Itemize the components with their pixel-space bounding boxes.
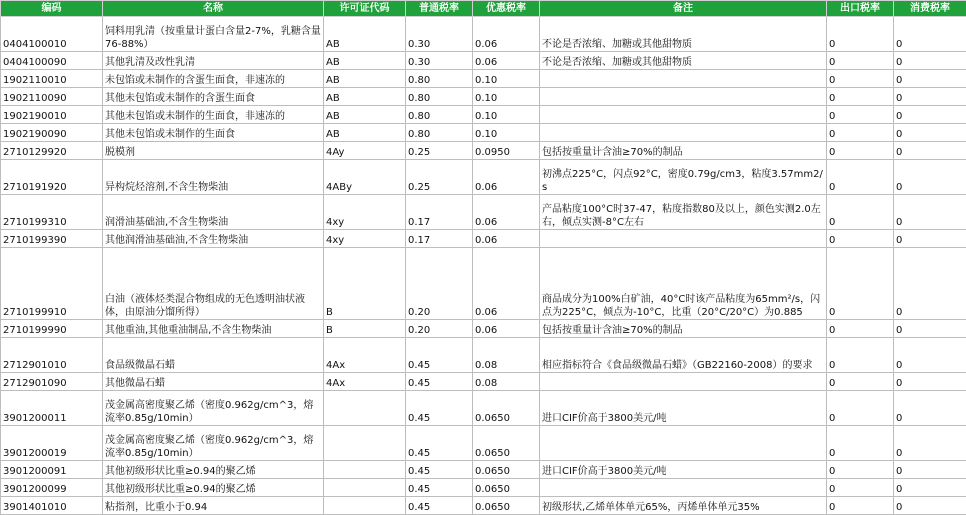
- cell-remark[interactable]: [540, 106, 827, 124]
- cell-normal-rate[interactable]: 0.30: [406, 52, 473, 70]
- cell-consumption-rate[interactable]: 0: [894, 479, 966, 497]
- table-row: [1, 248, 966, 320]
- cell-preferential-rate[interactable]: 0.08: [473, 373, 540, 391]
- cell-code[interactable]: 0404100090: [1, 52, 103, 70]
- cell-code[interactable]: 3901200091: [1, 461, 103, 479]
- cell-export-rate[interactable]: 0: [827, 142, 894, 160]
- cell-export-rate[interactable]: 0: [827, 479, 894, 497]
- cell-consumption-rate[interactable]: 0: [894, 426, 966, 461]
- column-header-code[interactable]: 编码: [1, 1, 103, 17]
- cell-normal-rate[interactable]: 0.80: [406, 70, 473, 88]
- cell-license[interactable]: [324, 391, 406, 426]
- cell-code[interactable]: 2710191920: [1, 160, 103, 195]
- cell-preferential-rate[interactable]: 0.10: [473, 106, 540, 124]
- cell-remark[interactable]: 商品成分为100%白矿油，40°C时该产品粘度为65mm²/s，闪点为225°C，倾点为-10°C，比重（20°C/20°C）为0.885: [540, 248, 827, 320]
- cell-normal-rate[interactable]: 0.20: [406, 320, 473, 338]
- cell-preferential-rate[interactable]: 0.06: [473, 230, 540, 248]
- cell-normal-rate[interactable]: 0.45: [406, 426, 473, 461]
- cell-code[interactable]: 3901200099: [1, 479, 103, 497]
- cell-preferential-rate[interactable]: 0.06: [473, 17, 540, 52]
- cell-name[interactable]: 其他润滑油基础油,不含生物柴油: [103, 230, 324, 248]
- cell-code[interactable]: 3901200011: [1, 391, 103, 426]
- cell-consumption-rate[interactable]: 0: [894, 124, 966, 142]
- cell-name[interactable]: 其他微晶石蜡: [103, 373, 324, 391]
- cell-code[interactable]: 0404100010: [1, 17, 103, 52]
- cell-code[interactable]: 2710199390: [1, 230, 103, 248]
- cell-remark[interactable]: 产品粘度100°C时37-47，粘度指数80及以上，颜色实测2.0左右，倾点实测-8°C左右: [540, 195, 827, 230]
- cell-name[interactable]: 其他初级形状比重≥0.94的聚乙烯: [103, 479, 324, 497]
- cell-license[interactable]: AB: [324, 124, 406, 142]
- cell-license[interactable]: 4xy: [324, 195, 406, 230]
- column-header-preferential-rate[interactable]: 优惠税率: [473, 1, 540, 17]
- cell-code[interactable]: 3901200019: [1, 426, 103, 461]
- cell-license[interactable]: 4xy: [324, 230, 406, 248]
- cell-export-rate[interactable]: 0: [827, 497, 894, 515]
- cell-consumption-rate[interactable]: 0: [894, 338, 966, 373]
- cell-name[interactable]: 润滑油基础油,不含生物柴油: [103, 195, 324, 230]
- cell-remark[interactable]: 进口CIF价高于3800美元/吨: [540, 391, 827, 426]
- cell-name[interactable]: 茂金属高密度聚乙烯（密度0.962g/cm^3，熔流率0.85g/10min）: [103, 426, 324, 461]
- cell-export-rate[interactable]: 0: [827, 160, 894, 195]
- cell-remark[interactable]: [540, 88, 827, 106]
- cell-license[interactable]: B: [324, 248, 406, 320]
- cell-preferential-rate[interactable]: 0.06: [473, 52, 540, 70]
- table-row: [1, 320, 966, 338]
- cell-code[interactable]: 2712901010: [1, 338, 103, 373]
- cell-code[interactable]: 2710129920: [1, 142, 103, 160]
- column-header-name[interactable]: 名称: [103, 1, 324, 17]
- cell-export-rate[interactable]: 0: [827, 426, 894, 461]
- cell-normal-rate[interactable]: 0.45: [406, 338, 473, 373]
- cell-remark[interactable]: 进口CIF价高于3800美元/吨: [540, 461, 827, 479]
- cell-name[interactable]: 未包馅或未制作的含蛋生面食，非速冻的: [103, 70, 324, 88]
- cell-export-rate[interactable]: 0: [827, 17, 894, 52]
- cell-normal-rate[interactable]: 0.80: [406, 106, 473, 124]
- cell-code[interactable]: 3901401010: [1, 497, 103, 515]
- cell-consumption-rate[interactable]: 0: [894, 373, 966, 391]
- cell-consumption-rate[interactable]: 0: [894, 497, 966, 515]
- table-row: [1, 70, 966, 88]
- table-row: [1, 195, 966, 230]
- cell-license[interactable]: B: [324, 320, 406, 338]
- cell-code[interactable]: 2710199310: [1, 195, 103, 230]
- table-row: [1, 391, 966, 426]
- cell-name[interactable]: 其他未包馅或未制作的生面食: [103, 124, 324, 142]
- cell-code[interactable]: 1902110090: [1, 88, 103, 106]
- cell-license[interactable]: 4ABy: [324, 160, 406, 195]
- cell-preferential-rate[interactable]: 0.0650: [473, 497, 540, 515]
- cell-remark[interactable]: [540, 426, 827, 461]
- cell-code[interactable]: 1902190090: [1, 124, 103, 142]
- cell-remark[interactable]: 包括按重量计含油≥70%的制品: [540, 142, 827, 160]
- table-row: [1, 124, 966, 142]
- cell-name[interactable]: 茂金属高密度聚乙烯（密度0.962g/cm^3，熔流率0.85g/10min）: [103, 391, 324, 426]
- cell-preferential-rate[interactable]: 0.06: [473, 248, 540, 320]
- cell-name[interactable]: 饲料用乳清（按重量计蛋白含量2-7%，乳糖含量76-88%）: [103, 17, 324, 52]
- cell-normal-rate[interactable]: 0.45: [406, 497, 473, 515]
- cell-normal-rate[interactable]: 0.30: [406, 17, 473, 52]
- cell-preferential-rate[interactable]: 0.06: [473, 160, 540, 195]
- table-row: [1, 160, 966, 195]
- cell-export-rate[interactable]: 0: [827, 52, 894, 70]
- cell-consumption-rate[interactable]: 0: [894, 88, 966, 106]
- table-row: [1, 142, 966, 160]
- cell-preferential-rate[interactable]: 0.0650: [473, 479, 540, 497]
- cell-export-rate[interactable]: 0: [827, 391, 894, 426]
- cell-export-rate[interactable]: 0: [827, 338, 894, 373]
- header-row: [1, 1, 966, 17]
- cell-remark[interactable]: [540, 373, 827, 391]
- cell-normal-rate[interactable]: 0.17: [406, 195, 473, 230]
- table-row: [1, 497, 966, 515]
- cell-license[interactable]: AB: [324, 106, 406, 124]
- cell-name[interactable]: 异构烷烃溶剂,不含生物柴油: [103, 160, 324, 195]
- cell-remark[interactable]: 相应指标符合《食品级微晶石蜡》（GB22160-2008）的要求: [540, 338, 827, 373]
- cell-export-rate[interactable]: 0: [827, 195, 894, 230]
- table-row: [1, 52, 966, 70]
- cell-name[interactable]: 其他未包馅或未制作的生面食，非速冻的: [103, 106, 324, 124]
- cell-name[interactable]: 食品级微晶石蜡: [103, 338, 324, 373]
- cell-remark[interactable]: [540, 230, 827, 248]
- cell-normal-rate[interactable]: 0.45: [406, 479, 473, 497]
- cell-license[interactable]: AB: [324, 17, 406, 52]
- cell-export-rate[interactable]: 0: [827, 88, 894, 106]
- cell-remark[interactable]: [540, 124, 827, 142]
- cell-consumption-rate[interactable]: 0: [894, 52, 966, 70]
- cell-normal-rate[interactable]: 0.80: [406, 88, 473, 106]
- cell-consumption-rate[interactable]: 0: [894, 391, 966, 426]
- cell-license[interactable]: [324, 461, 406, 479]
- table-row: [1, 17, 966, 52]
- cell-code[interactable]: 2712901090: [1, 373, 103, 391]
- cell-remark[interactable]: 不论是否浓缩、加糖或其他甜物质: [540, 17, 827, 52]
- cell-normal-rate[interactable]: 0.17: [406, 230, 473, 248]
- cell-consumption-rate[interactable]: 0: [894, 320, 966, 338]
- cell-name[interactable]: 其他重油,其他重油制品,不含生物柴油: [103, 320, 324, 338]
- cell-consumption-rate[interactable]: 0: [894, 248, 966, 320]
- cell-consumption-rate[interactable]: 0: [894, 142, 966, 160]
- cell-preferential-rate[interactable]: 0.06: [473, 320, 540, 338]
- cell-export-rate[interactable]: 0: [827, 248, 894, 320]
- column-header-export-rate[interactable]: 出口税率: [827, 1, 894, 17]
- cell-normal-rate[interactable]: 0.45: [406, 373, 473, 391]
- column-header-license[interactable]: 许可证代码: [324, 1, 406, 17]
- column-header-normal-rate[interactable]: 普通税率: [406, 1, 473, 17]
- cell-remark[interactable]: 初沸点225°C，闪点92°C，密度0.79g/cm3，粘度3.57mm2/s: [540, 160, 827, 195]
- cell-preferential-rate[interactable]: 0.06: [473, 195, 540, 230]
- cell-code[interactable]: 1902190010: [1, 106, 103, 124]
- cell-license[interactable]: AB: [324, 88, 406, 106]
- column-header-consumption-rate[interactable]: 消费税率: [894, 1, 966, 17]
- cell-license[interactable]: [324, 497, 406, 515]
- cell-license[interactable]: AB: [324, 70, 406, 88]
- cell-preferential-rate[interactable]: 0.0950: [473, 142, 540, 160]
- cell-consumption-rate[interactable]: 0: [894, 230, 966, 248]
- cell-preferential-rate[interactable]: 0.0650: [473, 461, 540, 479]
- table-row: [1, 461, 966, 479]
- cell-license[interactable]: [324, 479, 406, 497]
- cell-export-rate[interactable]: 0: [827, 320, 894, 338]
- cell-consumption-rate[interactable]: 0: [894, 461, 966, 479]
- cell-preferential-rate[interactable]: 0.08: [473, 338, 540, 373]
- cell-export-rate[interactable]: 0: [827, 106, 894, 124]
- cell-code[interactable]: 1902110010: [1, 70, 103, 88]
- table-row: [1, 426, 966, 461]
- cell-license[interactable]: 4Ax: [324, 373, 406, 391]
- cell-preferential-rate[interactable]: 0.10: [473, 124, 540, 142]
- cell-name[interactable]: 其他初级形状比重≥0.94的聚乙烯: [103, 461, 324, 479]
- cell-export-rate[interactable]: 0: [827, 230, 894, 248]
- cell-consumption-rate[interactable]: 0: [894, 160, 966, 195]
- cell-remark[interactable]: [540, 70, 827, 88]
- cell-export-rate[interactable]: 0: [827, 124, 894, 142]
- cell-normal-rate[interactable]: 0.25: [406, 160, 473, 195]
- cell-license[interactable]: 4Ax: [324, 338, 406, 373]
- cell-remark[interactable]: 不论是否浓缩、加糖或其他甜物质: [540, 52, 827, 70]
- cell-name[interactable]: 其他乳清及改性乳清: [103, 52, 324, 70]
- cell-preferential-rate[interactable]: 0.10: [473, 88, 540, 106]
- cell-name[interactable]: 粘指剂，比重小于0.94: [103, 497, 324, 515]
- cell-license[interactable]: AB: [324, 52, 406, 70]
- cell-consumption-rate[interactable]: 0: [894, 106, 966, 124]
- cell-license[interactable]: [324, 426, 406, 461]
- cell-normal-rate[interactable]: 0.20: [406, 248, 473, 320]
- cell-normal-rate[interactable]: 0.45: [406, 391, 473, 426]
- cell-code[interactable]: 2710199910: [1, 248, 103, 320]
- table-row: [1, 373, 966, 391]
- table-row: [1, 230, 966, 248]
- cell-normal-rate[interactable]: 0.45: [406, 461, 473, 479]
- cell-export-rate[interactable]: 0: [827, 461, 894, 479]
- cell-export-rate[interactable]: 0: [827, 373, 894, 391]
- cell-preferential-rate[interactable]: 0.0650: [473, 426, 540, 461]
- cell-license[interactable]: 4Ay: [324, 142, 406, 160]
- cell-preferential-rate[interactable]: 0.10: [473, 70, 540, 88]
- table-row: [1, 479, 966, 497]
- cell-name[interactable]: 白油（液体烃类混合物组成的无色透明油状液体，由原油分馏所得）: [103, 248, 324, 320]
- cell-preferential-rate[interactable]: 0.0650: [473, 391, 540, 426]
- cell-consumption-rate[interactable]: 0: [894, 70, 966, 88]
- cell-consumption-rate[interactable]: 0: [894, 195, 966, 230]
- table-row: [1, 338, 966, 373]
- cell-remark[interactable]: 包括按重量计含油≥70%的制品: [540, 320, 827, 338]
- column-header-remark[interactable]: 备注: [540, 1, 827, 17]
- cell-code[interactable]: 2710199990: [1, 320, 103, 338]
- cell-export-rate[interactable]: 0: [827, 70, 894, 88]
- table-row: [1, 106, 966, 124]
- cell-name[interactable]: 脱模剂: [103, 142, 324, 160]
- cell-normal-rate[interactable]: 0.25: [406, 142, 473, 160]
- cell-consumption-rate[interactable]: 0: [894, 17, 966, 52]
- cell-remark[interactable]: 初级形状,乙烯单体单元65%，丙烯单体单元35%: [540, 497, 827, 515]
- cell-remark[interactable]: [540, 479, 827, 497]
- cell-normal-rate[interactable]: 0.80: [406, 124, 473, 142]
- cell-name[interactable]: 其他未包馅或未制作的含蛋生面食: [103, 88, 324, 106]
- table-row: [1, 88, 966, 106]
